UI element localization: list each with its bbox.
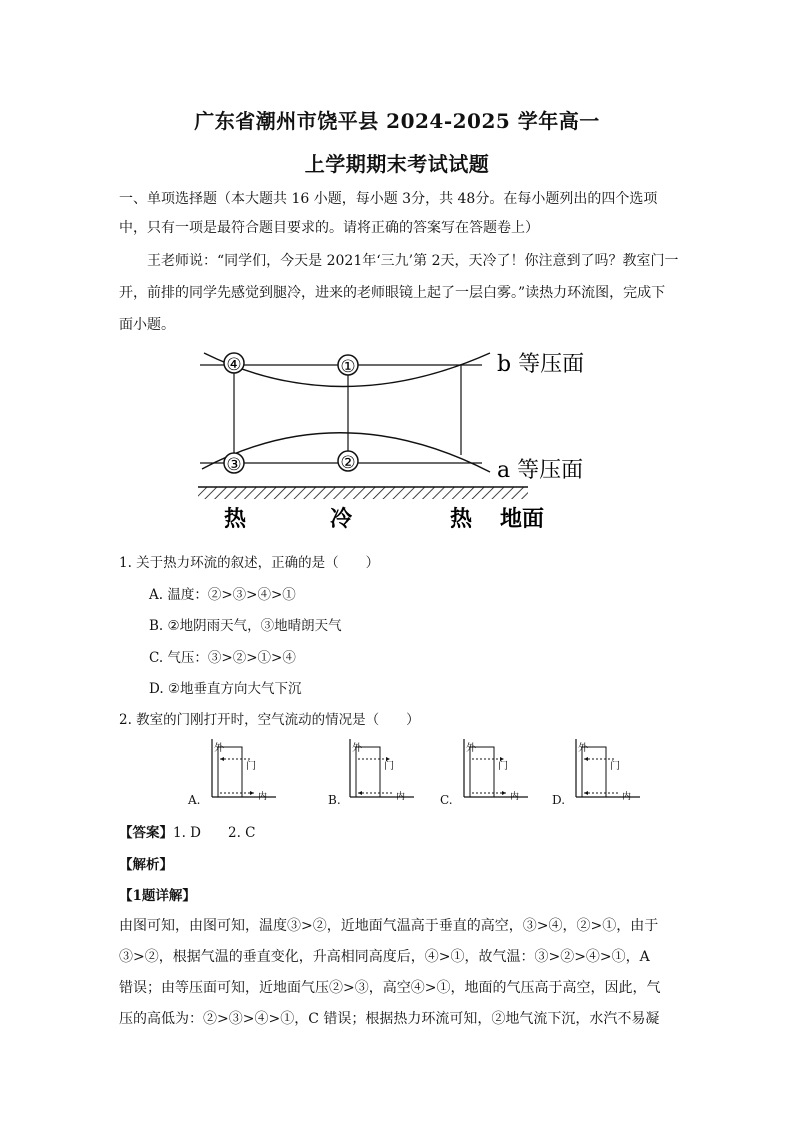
question-2-choice-c-diagram[interactable] — [458, 737, 530, 803]
inside-label: 内 — [622, 792, 632, 802]
question-2-choice-b-letter[interactable]: B. — [328, 793, 341, 807]
point-3-label: ③ — [226, 455, 242, 475]
answer-line — [119, 821, 256, 841]
inside-label: 内 — [510, 792, 520, 802]
analysis-sub-label: 【1题详解】 — [119, 888, 196, 904]
point-1-label: ① — [340, 357, 356, 377]
inside-label: 内 — [396, 792, 406, 802]
passage-line2: 开，前排的同学先感觉到腿冷，进来的老师眼镜上起了一层白雾。”读热力环流图，完成下 — [119, 285, 666, 301]
analysis-line4: 压的高低为：②>③>④>①，C 错误；根据热力环流可知，②地气流下沉，水汽不易凝 — [119, 1011, 660, 1027]
isobar-b-label: b 等压面 — [497, 352, 585, 377]
question-2-choice-d-diagram[interactable] — [570, 737, 642, 803]
question-2-stem: 2. 教室的门刚打开时，空气流动的情况是（ ） — [119, 712, 420, 728]
door-label: 门 — [610, 761, 620, 772]
point-2-label: ② — [340, 453, 356, 473]
door-label: 门 — [498, 761, 508, 772]
answer-value: 1. D 2. C — [173, 825, 256, 841]
outside-label: 外 — [466, 743, 476, 754]
inside-label: 内 — [258, 792, 268, 802]
question-2-choice-a-diagram[interactable] — [206, 737, 278, 803]
question-2-choice-c-letter[interactable]: C. — [440, 793, 453, 807]
door-label: 门 — [246, 761, 256, 772]
analysis-line2: ③>②，根据气温的垂直变化，升高相同高度后，④>①，故气温：③>②>④>①，A — [119, 949, 650, 965]
section-intro-line1: 一、单项选择题（本大题共 16 小题，每小题 3分，共 48分。在每小题列出的四个选项 — [119, 191, 658, 207]
thermal-circulation-figure — [190, 345, 610, 535]
passage-line1: 王老师说：“同学们，今天是 2021年‘三九’第 2天，天冷了！你注意到了吗？教室门一 — [147, 253, 679, 269]
answer-label: 【答案】 — [119, 825, 173, 841]
ground-hatching — [198, 487, 528, 499]
point-4-label: ④ — [226, 355, 242, 375]
door-label: 门 — [384, 761, 394, 772]
question-1-option-d[interactable]: D. ②地垂直方向大气下沉 — [149, 681, 302, 697]
isobar-a-label: a 等压面 — [497, 458, 584, 483]
question-1-option-c[interactable]: C. 气压：③>②>①>④ — [149, 650, 296, 666]
ground-label-cold: 冷 — [330, 506, 353, 532]
question-2-choice-d-letter[interactable]: D. — [552, 793, 566, 807]
ground-label-hot-right: 热 — [450, 506, 473, 532]
page-title-line2: 上学期期末考试试题 — [304, 152, 490, 176]
section-intro-line2: 中，只有一项是最符合题目要求的。请将正确的答案写在答题卷上） — [119, 220, 539, 236]
outside-label: 外 — [578, 743, 588, 754]
question-2-choice-b-diagram[interactable] — [344, 737, 416, 803]
outside-label: 外 — [352, 743, 362, 754]
question-2-choice-a-letter[interactable]: A. — [188, 793, 201, 807]
ground-label-surface: 地面 — [500, 506, 545, 532]
outside-label: 外 — [214, 743, 224, 754]
page-title-line1: 广东省潮州市饶平县 2024-2025 学年高一 — [194, 109, 600, 133]
question-1-option-a[interactable]: A. 温度：②>③>④>① — [149, 587, 296, 603]
analysis-line3: 错误；由等压面可知，近地面气压②>③，高空④>①，地面的气压高于高空，因此，气 — [119, 980, 661, 996]
ground-label-hot-left: 热 — [224, 506, 247, 532]
question-1-option-b[interactable]: B. ②地阴雨天气，③地晴朗天气 — [149, 618, 342, 634]
question-1-stem: 1. 关于热力环流的叙述，正确的是（ ） — [119, 555, 380, 571]
passage-line3: 面小题。 — [119, 317, 175, 333]
analysis-line1: 由图可知，由图可知，温度③>②，近地面气温高于垂直的高空，③>④，②>①，由于 — [119, 918, 659, 934]
analysis-label: 【解析】 — [119, 857, 173, 873]
